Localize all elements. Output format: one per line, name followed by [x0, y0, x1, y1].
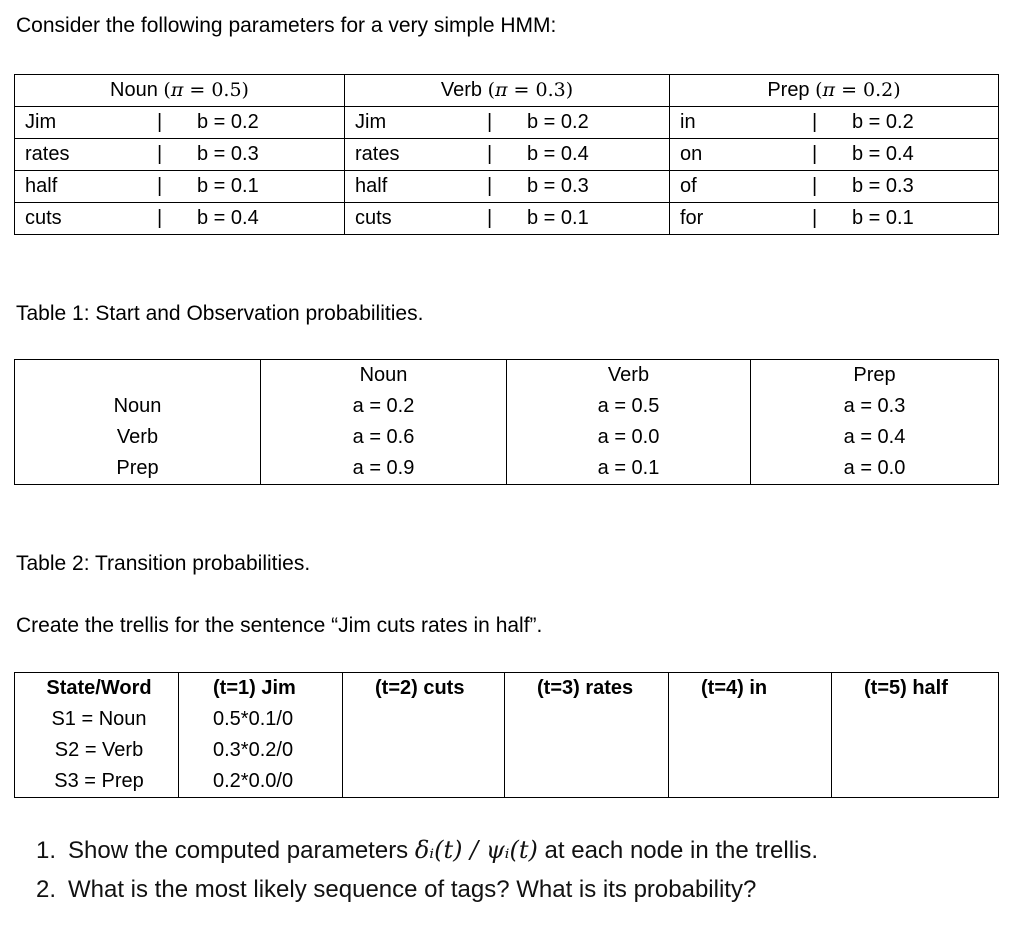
prep-cell: for | b = 0.1 [670, 203, 999, 235]
trellis-cell [343, 766, 505, 798]
table-cell: a = 0.1 [507, 453, 751, 485]
trellis-cell [505, 766, 669, 798]
trellis-cell [343, 704, 505, 735]
trellis-cell [832, 735, 999, 766]
table-cell: a = 0.9 [261, 453, 507, 485]
instruction-text: Create the trellis for the sentence “Jim cuts rates in half”. [16, 614, 543, 637]
prep-cell: on | b = 0.4 [670, 139, 999, 171]
questions-block [18, 830, 818, 910]
table-row [15, 766, 999, 798]
trellis-cell: 0.2*0.0/0 [179, 766, 343, 798]
row-header: Noun [15, 391, 261, 422]
column-header: (t=5) half [832, 673, 999, 705]
trellis-cell [832, 766, 999, 798]
observation-table-header [15, 75, 999, 107]
state-label: S1 = Noun [15, 704, 179, 735]
verb-cell: cuts | b = 0.1 [345, 203, 670, 235]
trellis-cell: 0.3*0.2/0 [179, 735, 343, 766]
row-header: Verb [15, 422, 261, 453]
trellis-cell [669, 766, 832, 798]
question-math: δᵢ(t) / ψᵢ(t) [414, 836, 538, 864]
prep-cell: of | b = 0.3 [670, 171, 999, 203]
column-header: Prep [751, 360, 999, 392]
trellis-table [14, 672, 999, 798]
table-cell: a = 0.3 [751, 391, 999, 422]
trellis-header [15, 673, 999, 705]
noun-cell: Jim | b = 0.2 [15, 107, 345, 139]
column-header: (t=4) in [669, 673, 832, 705]
table-row [15, 107, 999, 139]
trellis-cell [832, 704, 999, 735]
table-cell: a = 0.2 [261, 391, 507, 422]
row-header: Prep [15, 453, 261, 485]
verb-cell: rates | b = 0.4 [345, 139, 670, 171]
table-row [15, 203, 999, 235]
trellis-cell [505, 704, 669, 735]
question-number: 1. [35, 837, 56, 864]
state-label: S3 = Prep [15, 766, 179, 798]
prep-cell: in | b = 0.2 [670, 107, 999, 139]
question-item [18, 830, 818, 870]
column-header: (t=2) cuts [343, 673, 505, 705]
intro-text: Consider the following parameters for a very simple HMM: [16, 14, 557, 37]
column-header: (t=1) Jim [179, 673, 343, 705]
table-cell: a = 0.0 [507, 422, 751, 453]
noun-cell: half | b = 0.1 [15, 171, 345, 203]
trellis-cell [669, 735, 832, 766]
table-row [15, 422, 999, 453]
table-row [15, 139, 999, 171]
table-cell: a = 0.0 [751, 453, 999, 485]
table2-caption: Table 2: Transition probabilities. [16, 552, 311, 575]
trellis-cell [505, 735, 669, 766]
transition-table-header [15, 360, 999, 392]
transition-table [14, 359, 999, 485]
verb-cell: half | b = 0.3 [345, 171, 670, 203]
trellis-cell [669, 704, 832, 735]
column-header: State/Word [15, 673, 179, 705]
state-label: S2 = Verb [15, 735, 179, 766]
question-text: Show the computed parameters [68, 837, 415, 864]
question-item [18, 870, 818, 910]
table-row [15, 171, 999, 203]
noun-cell: cuts | b = 0.4 [15, 203, 345, 235]
table-row [15, 453, 999, 485]
noun-cell: rates | b = 0.3 [15, 139, 345, 171]
verb-cell: Jim | b = 0.2 [345, 107, 670, 139]
verb-group-header: Verb (π = 0.3) [345, 75, 670, 107]
column-header: Verb [507, 360, 751, 392]
question-number: 2. [35, 876, 56, 903]
noun-group-header: Noun (π = 0.5) [15, 75, 345, 107]
table-row [15, 391, 999, 422]
table-cell: a = 0.5 [507, 391, 751, 422]
column-header: (t=3) rates [505, 673, 669, 705]
table1-caption: Table 1: Start and Observation probabilities. [16, 302, 424, 325]
trellis-cell: 0.5*0.1/0 [179, 704, 343, 735]
table-cell: a = 0.4 [751, 422, 999, 453]
column-header [15, 360, 261, 392]
table-cell: a = 0.6 [261, 422, 507, 453]
prep-group-header: Prep (π = 0.2) [670, 75, 999, 107]
trellis-cell [343, 735, 505, 766]
column-header: Noun [261, 360, 507, 392]
table-row [15, 735, 999, 766]
question-text: What is the most likely sequence of tags? What is its probability? [68, 876, 757, 903]
table-row [15, 704, 999, 735]
question-text: at each node in the trellis. [537, 837, 819, 864]
observation-table [14, 74, 999, 235]
